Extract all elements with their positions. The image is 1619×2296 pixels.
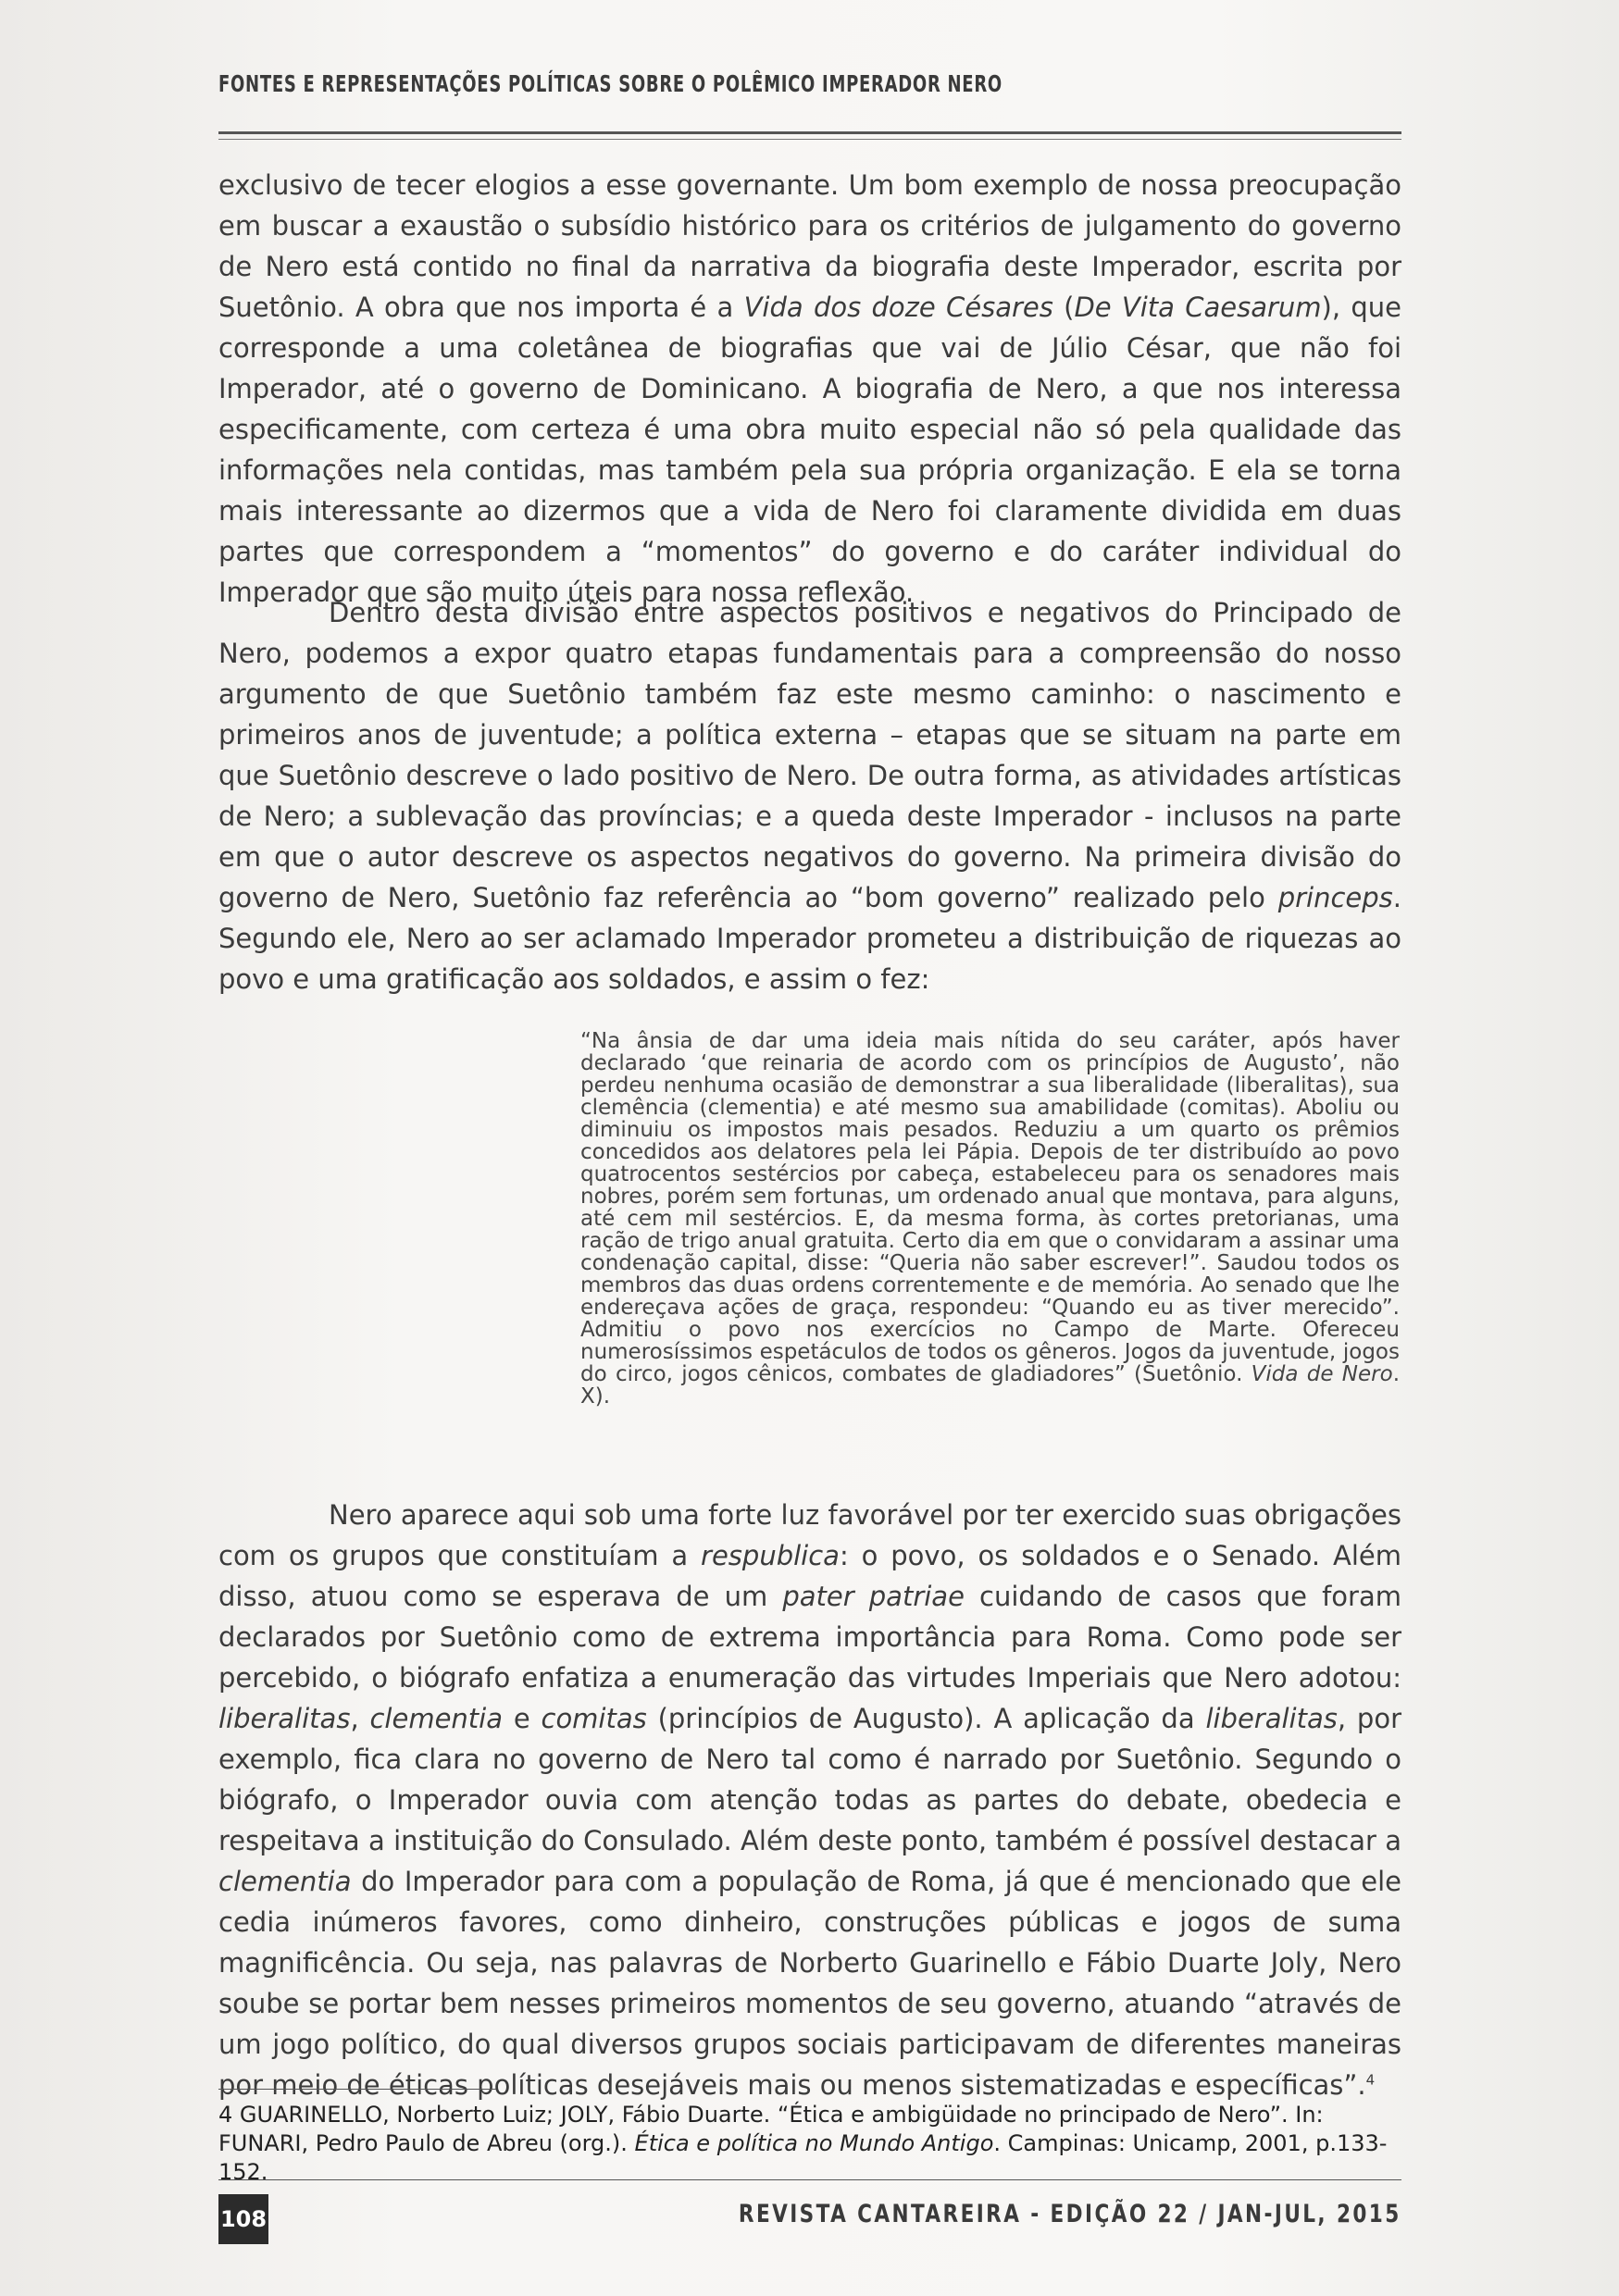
paragraph-2: Dentro desta divisão entre aspectos positivos e negativos do Principado de Nero, podemos a expor quatro etapas fundamentais para a compreensão do nosso argumento de que Suetônio também faz este mesmo caminho: o nascimento e primeiros anos de juventude; a política externa – etapas que se situam na parte em que Suetônio descreve o lado positivo de Nero. De outra forma, as atividades artísticas de Nero; a sublevação das províncias; e a queda deste Imperador - inclusos na parte em que o autor descreve os aspectos negativos do governo. Na primeira divisão do governo de Nero, Suetônio faz referência ao “bom governo” realizado pelo princeps. Segundo ele, Nero ao ser aclamado Imperador prometeu a distribuição de riquezas ao povo e uma gratificação aos soldados, e assim o fez: (218, 597, 1401, 995)
footnote: 4 GUARINELLO, Norberto Luiz; JOLY, Fábio Duarte. “Ética e ambigüidade no principado de Nero”. In: FUNARI, Pedro Paulo de Abreu (org.). Ética e política no Mundo Antigo. Campinas: Unicamp, 2001, p.133-152. (218, 2102, 1388, 2185)
footnote-divider (218, 2089, 496, 2090)
paragraph-1: exclusivo de tecer elogios a esse governante. Um bom exemplo de nossa preocupação em buscar a exaustão o subsídio histórico para os critérios de julgamento do governo de Nero está contido no final da narrativa da biografia deste Imperador, escrita por Suetônio. A obra que nos importa é a Vida dos doze Césares (De Vita Caesarum), que corresponde a uma coletânea de biografias que vai de Júlio César, que não foi Imperador, até o governo de Dominicano. A biografia de Nero, a que nos interessa especificamente, com certeza é uma obra muito especial não só pela qualidade das informações nela contidas, mas também pela sua própria organização. E ela se torna mais interessante ao dizermos que a vida de Nero foi claramente dividida em duas partes que correspondem a “momentos” do governo e do caráter individual do Imperador que são muito úteis para nossa reflexão. (218, 169, 1401, 608)
running-header: FONTES E REPRESENTAÇÕES POLÍTICAS SOBRE O POLÊMICO IMPERADOR NERO (218, 70, 1003, 97)
page-number: 108 (218, 2194, 268, 2244)
header-rule-thin (218, 139, 1401, 140)
paragraph-3: Nero aparece aqui sob uma forte luz favorável por ter exercido suas obrigações com os grupos que constituíam a respublica: o povo, os soldados e o Senado. Além disso, atuou como se esperava de um pater patriae cuidando de casos que foram declarados por Suetônio como de extrema importância para Roma. Como pode ser percebido, o biógrafo enfatiza a enumeração das virtudes Imperiais que Nero adotou: liberalitas, clementia e comitas (princípios de Augusto). A aplicação da liberalitas, por exemplo, fica clara no governo de Nero tal como é narrado por Suetônio. Segundo o biógrafo, o Imperador ouvia com atenção todas as partes do debate, obedecia e respeitava a instituição do Consulado. Além deste ponto, também é possível destacar a clementia do Imperador para com a população de Roma, já que é mencionado que ele cedia inúmeros favores, como dinheiro, construções públicas e jogos de suma magnificência. Ou seja, nas palavras de Norberto Guarinello e Fábio Duarte Joly, Nero soube se portar bem nesses primeiros momentos de seu governo, atuando “através de um jogo político, do qual diversos grupos sociais participavam de diferentes maneiras por meio de éticas políticas desejáveis mais ou menos sistematizadas e específicas”.$^4$ (218, 1499, 1401, 2101)
journal-name: REVISTA CANTAREIRA - EDIÇÃO 22 / JAN-JUL, 2015 (739, 2200, 1401, 2228)
footnote-ref[interactable]: 4 (1365, 2071, 1376, 2089)
block-quote: “Na ânsia de dar uma ideia mais nítida do seu caráter, após haver declarado ‘que reinaria de acordo com os princípios de Augusto’, não perdeu nenhuma ocasião de demonstrar a sua liberalidade (liberalitas), sua clemência (clementia) e até mesmo sua amabilidade (comitas). Aboliu ou diminuiu os impostos mais pesados. Reduziu a um quarto os prêmios concedidos aos delatores pela lei Pápia. Depois de ter distribuído ao povo quatrocentos sestércios por cabeça, estabeleceu para os senadores mais nobres, porém sem fortunas, um ordenado anual que montava, para alguns, até cem mil sestércios. E, da mesma forma, às cortes pretorianas, uma ração de trigo anual gratuita. Certo dia em que o convidaram a assinar uma condenação capital, disse: “Queria não saber escrever!”. Saudou todos os membros das duas ordens correntemente e de memória. Ao senado que lhe endereçava ações de graça, respondeu: “Quando eu as tiver merecido”. Admitiu o povo nos exercícios no Campo de Marte. Ofereceu numerosíssimos espetáculos de todos os gêneros. Jogos da juventude, jogos do circo, jogos cênicos, combates de gladiadores” (Suetônio. Vida de Nero. X). (580, 1029, 1400, 1409)
footer-rule (218, 2179, 1401, 2180)
footnote-number: 4 (218, 2102, 233, 2128)
header-rule (218, 131, 1401, 134)
